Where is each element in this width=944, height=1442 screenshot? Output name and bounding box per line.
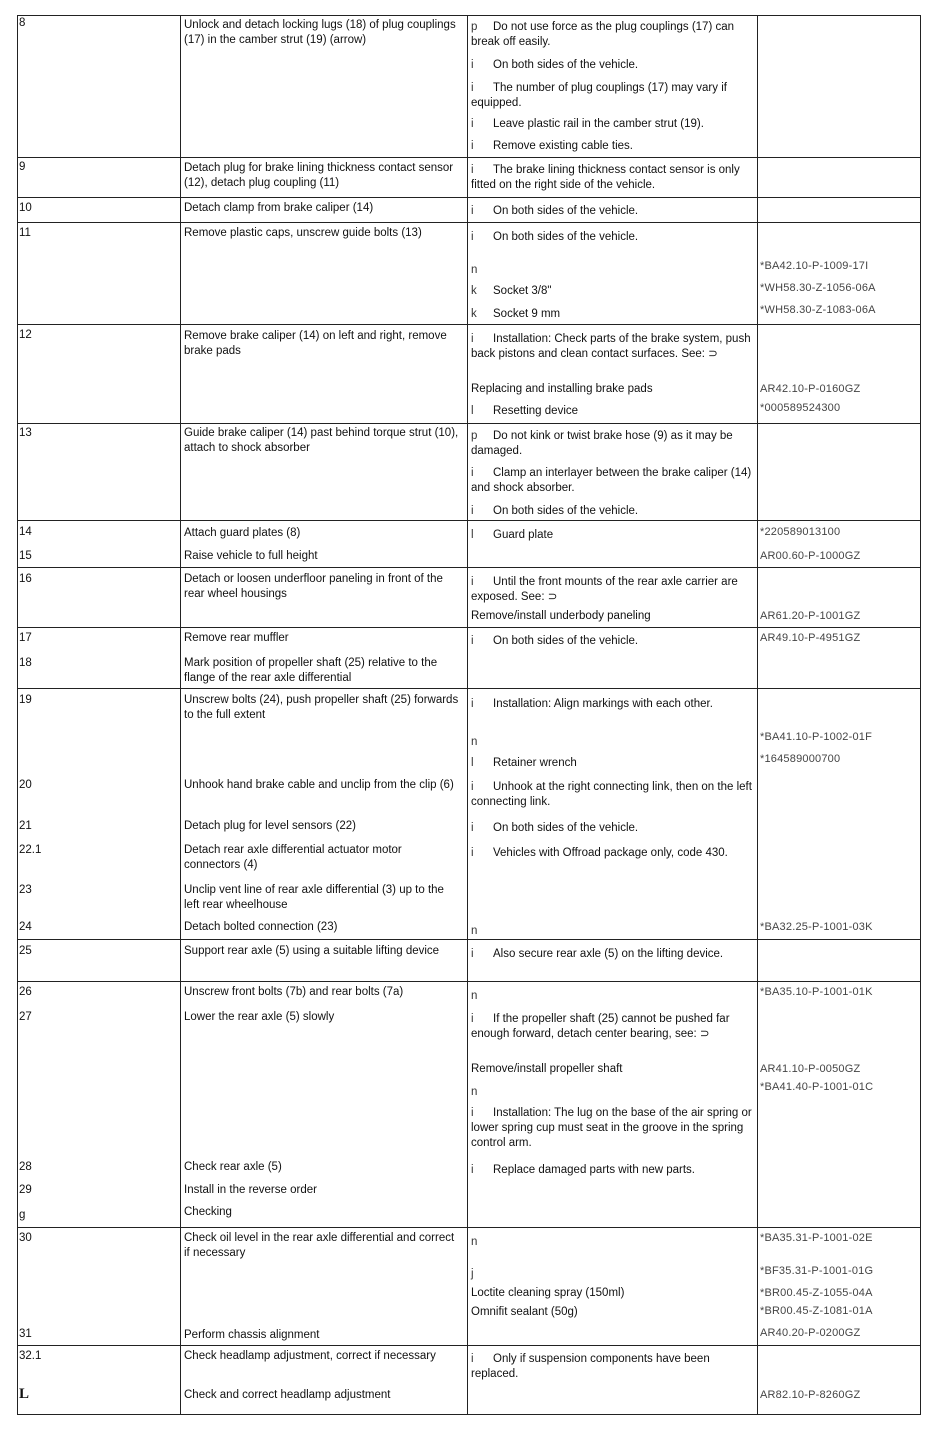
info-icon: i: [471, 576, 474, 588]
row-divider: [17, 15, 921, 16]
note: i Leave plastic rail in the camber strut (19).: [471, 118, 704, 130]
note: i Until the front mounts of the rear axle carrier are exposed. See: ⊃: [471, 576, 738, 603]
note: k Socket 9 mm: [471, 308, 561, 320]
step-number: 23: [19, 884, 32, 896]
step-action: Unhook hand brake cable and unclip from the clip (6): [184, 779, 454, 791]
column-divider: [757, 15, 758, 1415]
step-number: 22.1: [19, 844, 42, 856]
step-number: 10: [19, 202, 32, 214]
row-divider: [17, 1227, 921, 1228]
table-border-left: [17, 15, 18, 1415]
table-border-right: [920, 15, 921, 1415]
note: i Only if suspension components have been replaced.: [471, 1353, 710, 1380]
step-action: Attach guard plates (8): [184, 527, 301, 539]
info-icon: i: [471, 822, 474, 834]
note: i The brake lining thickness contact sensor is only fitted on the right side of the vehicle.: [471, 164, 740, 191]
warning-icon: p: [471, 430, 478, 442]
tool-icon: k: [471, 308, 477, 320]
step-number: 15: [19, 550, 32, 562]
reference-code[interactable]: *BA35.31-P-1001-02E: [760, 1232, 873, 1244]
info-icon: i: [471, 118, 474, 130]
step-number: 32.1: [19, 1350, 42, 1362]
info-icon: i: [471, 333, 474, 345]
note-icon: n: [471, 990, 478, 1002]
reference-code[interactable]: AR49.10-P-4951GZ: [760, 632, 861, 644]
step-marker: L: [19, 1386, 30, 1402]
special-tool-icon: l: [471, 405, 474, 417]
step-number: 13: [19, 427, 32, 439]
step-action: Unlock and detach locking lugs (18) of plug couplings (17) in the camber strut (19) (arrow): [184, 19, 456, 46]
note: i On both sides of the vehicle.: [471, 205, 639, 217]
row-divider: [17, 197, 921, 198]
step-number: 24: [19, 921, 32, 933]
step-number: 25: [19, 945, 32, 957]
note-icon: n: [471, 1236, 478, 1248]
step-action: Check rear axle (5): [184, 1161, 282, 1173]
info-icon: i: [471, 1164, 474, 1176]
note: i Vehicles with Offroad package only, code 430.: [471, 847, 728, 859]
step-action: Install in the reverse order: [184, 1184, 317, 1196]
section-heading: Checking: [184, 1206, 232, 1218]
note: i Installation: Check parts of the brake system, push back pistons and clean contact surfaces. See: ⊃: [471, 333, 751, 360]
reference-code[interactable]: AR00.60-P-1000GZ: [760, 550, 861, 562]
info-icon: i: [471, 948, 474, 960]
info-icon: i: [471, 140, 474, 152]
info-icon: i: [471, 635, 474, 647]
row-divider: [17, 324, 921, 325]
note: i On both sides of the vehicle.: [471, 822, 639, 834]
step-number: 11: [19, 227, 31, 239]
step-action: Unscrew front bolts (7b) and rear bolts (7a): [184, 986, 404, 998]
note: [471, 989, 493, 1004]
note: l Retainer wrench: [471, 757, 577, 769]
row-divider: [17, 688, 921, 689]
note: i Unhook at the right connecting link, then on the left connecting link.: [471, 781, 752, 808]
step-marker: g: [19, 1209, 26, 1221]
step-action: Support rear axle (5) using a suitable lifting device: [184, 945, 440, 957]
note: [471, 1235, 493, 1250]
step-action: Check oil level in the rear axle differential and correct if necessary: [184, 1232, 455, 1259]
note: i Also secure rear axle (5) on the lifting device.: [471, 948, 724, 960]
note-icon: n: [471, 1086, 478, 1098]
reference-code[interactable]: *BF35.31-P-1001-01G: [760, 1265, 874, 1277]
info-icon: i: [471, 847, 474, 859]
row-divider: [17, 567, 921, 568]
note: i The number of plug couplings (17) may vary if equipped.: [471, 82, 727, 109]
step-number: 8: [19, 17, 26, 29]
reference-code[interactable]: *WH58.30-Z-1083-06A: [760, 304, 876, 316]
reference-code[interactable]: AR61.20-P-1001GZ: [760, 610, 861, 622]
step-number: 20: [19, 779, 32, 791]
note: i If the propeller shaft (25) cannot be pushed far enough forward, detach center bearing, see: ⊃: [471, 1013, 730, 1040]
reference-code[interactable]: *220589013100: [760, 526, 841, 538]
column-divider: [180, 15, 181, 1415]
step-action: Lower the rear axle (5) slowly: [184, 1011, 335, 1023]
info-icon: i: [471, 164, 474, 176]
info-icon: i: [471, 59, 474, 71]
reference-code[interactable]: *BA41.40-P-1001-01C: [760, 1081, 874, 1093]
link-text[interactable]: Remove/install underbody paneling: [471, 610, 651, 622]
row-divider: [17, 157, 921, 158]
step-number: 31: [19, 1328, 32, 1340]
note: l Guard plate: [471, 529, 554, 541]
link-text[interactable]: Replacing and installing brake pads: [471, 383, 653, 395]
reference-code[interactable]: *BR00.45-Z-1055-04A: [760, 1287, 873, 1299]
reference-code[interactable]: *BA42.10-P-1009-17I: [760, 260, 869, 272]
step-number: 9: [19, 161, 26, 173]
row-divider: [17, 1414, 921, 1415]
info-icon: i: [471, 698, 474, 710]
reference-code[interactable]: *BA35.10-P-1001-01K: [760, 986, 873, 998]
note: [471, 263, 493, 278]
note: [471, 924, 493, 939]
row-divider: [17, 520, 921, 521]
info-icon: i: [471, 505, 474, 517]
reference-code[interactable]: *WH58.30-Z-1056-06A: [760, 282, 876, 294]
step-action: Detach or loosen underfloor paneling in front of the rear wheel housings: [184, 573, 443, 600]
reference-code[interactable]: AR40.20-P-0200GZ: [760, 1327, 861, 1339]
step-action: Raise vehicle to full height: [184, 550, 318, 562]
note: p Do not use force as the plug couplings (17) can break off easily.: [471, 21, 735, 48]
info-icon: i: [471, 1353, 474, 1365]
special-tool-icon: l: [471, 757, 474, 769]
step-number: 30: [19, 1232, 32, 1244]
step-number: 18: [19, 657, 32, 669]
step-action: Detach rear axle differential actuator motor connectors (4): [184, 844, 402, 871]
info-icon: i: [471, 82, 474, 94]
step-action: Detach clamp from brake caliper (14): [184, 202, 374, 214]
step-number: 29: [19, 1184, 32, 1196]
step-number: 28: [19, 1161, 32, 1173]
info-icon: i: [471, 1013, 474, 1025]
note: k Socket 3/8": [471, 285, 552, 297]
note: i Installation: The lug on the base of the air spring or lower spring cup must seat in the groove in the spring control arm.: [471, 1107, 752, 1149]
reference-code[interactable]: *164589000700: [760, 753, 841, 765]
step-number: 19: [19, 694, 32, 706]
step-action: Perform chassis alignment: [184, 1329, 320, 1341]
column-divider: [467, 15, 468, 1415]
note: i On both sides of the vehicle.: [471, 231, 639, 243]
note-icon: n: [471, 925, 478, 937]
tool-icon: k: [471, 285, 477, 297]
row-divider: [17, 1345, 921, 1346]
row-divider: [17, 981, 921, 982]
info-icon: i: [471, 1107, 474, 1119]
note-icon: n: [471, 736, 478, 748]
step-action: Detach bolted connection (23): [184, 921, 338, 933]
warning-icon: p: [471, 21, 478, 33]
consumable-icon: j: [471, 1268, 474, 1280]
reference-code[interactable]: AR42.10-P-0160GZ: [760, 383, 861, 395]
step-number: 17: [19, 632, 32, 644]
step-action: Remove rear muffler: [184, 632, 289, 644]
note: i Remove existing cable ties.: [471, 140, 633, 152]
row-divider: [17, 627, 921, 628]
consumable-name: Loctite cleaning spray (150ml): [471, 1287, 625, 1299]
special-tool-icon: l: [471, 529, 474, 541]
info-icon: i: [471, 231, 474, 243]
consumable-name: Omnifit sealant (50g): [471, 1306, 578, 1318]
reference-code[interactable]: *BR00.45-Z-1081-01A: [760, 1305, 873, 1317]
link-text[interactable]: Remove/install propeller shaft: [471, 1063, 623, 1075]
note: i On both sides of the vehicle.: [471, 635, 639, 647]
note: i On both sides of the vehicle.: [471, 505, 639, 517]
step-action: Unclip vent line of rear axle differential (3) up to the left rear wheelhouse: [184, 884, 444, 911]
row-divider: [17, 423, 921, 424]
note: i Installation: Align markings with each other.: [471, 698, 713, 710]
step-number: 14: [19, 526, 32, 538]
info-icon: i: [471, 467, 474, 479]
row-divider: [17, 939, 921, 940]
note: [471, 735, 493, 750]
step-action: Guide brake caliper (14) past behind torque strut (10), attach to shock absorber: [184, 427, 459, 454]
step-action: Remove plastic caps, unscrew guide bolts (13): [184, 227, 422, 239]
row-divider: [17, 222, 921, 223]
step-action: Detach plug for level sensors (22): [184, 820, 356, 832]
step-action: Check and correct headlamp adjustment: [184, 1389, 391, 1401]
info-icon: i: [471, 205, 474, 217]
step-action: Unscrew bolts (24), push propeller shaft (25) forwards to the full extent: [184, 694, 459, 721]
step-number: 16: [19, 573, 32, 585]
step-number: 21: [19, 820, 32, 832]
step-action: Remove brake caliper (14) on left and right, remove brake pads: [184, 330, 447, 357]
note: i Clamp an interlayer between the brake caliper (14) and shock absorber.: [471, 467, 752, 494]
note: i On both sides of the vehicle.: [471, 59, 639, 71]
reference-code[interactable]: *BA41.10-P-1002-01F: [760, 731, 873, 743]
note: i Replace damaged parts with new parts.: [471, 1164, 695, 1176]
reference-code[interactable]: AR41.10-P-0050GZ: [760, 1063, 861, 1075]
step-action: Check headlamp adjustment, correct if necessary: [184, 1350, 436, 1362]
reference-code[interactable]: *BA32.25-P-1001-03K: [760, 921, 873, 933]
info-icon: i: [471, 781, 474, 793]
note: l Resetting device: [471, 405, 579, 417]
step-action: Mark position of propeller shaft (25) relative to the flange of the rear axle differential: [184, 657, 438, 684]
step-number: 12: [19, 329, 32, 341]
reference-code[interactable]: *000589524300: [760, 402, 841, 414]
note-icon: n: [471, 264, 478, 276]
step-action: Detach plug for brake lining thickness contact sensor (12), detach plug coupling (11): [184, 162, 454, 189]
note: p Do not kink or twist brake hose (9) as it may be damaged.: [471, 430, 733, 457]
note: [471, 1085, 493, 1100]
reference-code[interactable]: AR82.10-P-8260GZ: [760, 1389, 861, 1401]
step-number: 26: [19, 986, 32, 998]
note: [471, 1267, 493, 1282]
step-number: 27: [19, 1011, 32, 1023]
